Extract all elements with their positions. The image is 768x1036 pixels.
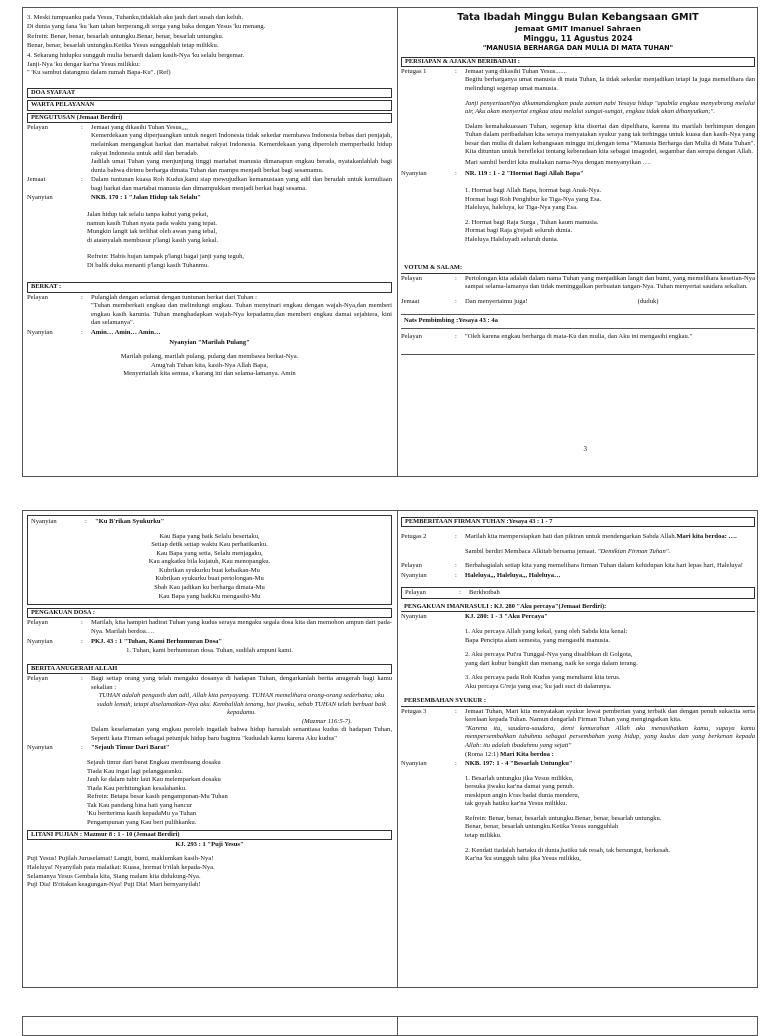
pengakuan-text: Marilah, kita hampiri hadirat Tuhan yang kudus seraya mengaku segala dosa kita dan memohon ampun dari pada-Nya. Marilah berdoa….	[91, 619, 392, 635]
petugas2-text: Marilah kita mempersiapkan hati dan pikiran untuk mendengarkan Sabda Allah.	[465, 533, 677, 541]
section-litani-pujian: LITANI PUJIAN : Mazmur 8 : 1 - 10 (Jemaat Berdiri)	[27, 830, 392, 840]
booklet-page-spread-1	[22, 7, 758, 477]
role-label: Jemaat	[27, 176, 46, 184]
haleluya-text: Haleluya,,, Haleluya,,, Haleluya…	[465, 572, 561, 580]
section-persiapan: PERSIAPAN & AJAKAN BERIBADAH :	[401, 57, 755, 67]
center-fold-line	[397, 511, 398, 987]
song-sejauh-timur-lyrics: Sejauh timur dari barat Engkau membuang dosaku Tiada Kau ingat lagi pelanggaranku. Jauh ke dalam tubir laut Kau melemparkan dosaku Tiada Kau perhitungkan kesalahanku. Refrein: Betapa besar kasih pengampunan-Mu Tuhan Tak Kau pandang hina hati yang hancur 'Ku bertterima kasih kepadaMu ya Tuhan Pengampunan yang Kau beri pulihkanku.	[87, 759, 228, 826]
petugas2-text-a	[465, 533, 755, 542]
song-nkb197-refrein: Refrein: Benar, benar, besarlah untungku.Benar, benar, besarlah untungku. Benar, benar, besarlah untungku.Ketika Yesus sungguhlah tetap milikku.	[465, 814, 662, 840]
khotbah-text: Berkhotbah	[469, 588, 500, 596]
song-ku-brikan-lyrics: Kau Bapa yang baik Selalu besertaku, Setiap detik setiap waktu Kau perhatikanku. Kau Bapa yang setia, Selalu menjagaku, Kau angkatku bila kujatuh, Kau menopangku. Kubrikan syukurku buat kebaikan-Mu Kubrikan syukurku buat pertolongan-Mu Sbab Kau jadikan ku berharga dimata-Mu Kau Bapa yang baikKu mengasihi-Mu	[148, 532, 271, 600]
anugerah-pelayan-row: Pelayan : Bagi setiap orang yang telah mengaku dosanya di hadapan Tuhan, dengarkanlah berita anugerah bagi kamu sekalian : TUHAN adalah pengasih dan adil, Allah kita penyayang. TUHAN memelihara orang-orang sederhana; aku sudah lemah, tetapi diselamatkan-Nya aku. Kembalilah tenang, hai jiwaku, sebab TUHAN telah berbuat baik kepadamu. (Mazmur 116:5-7). Dalam keselamatan yang engkau peroleh ingatlah bahwa hidup haruslah senantiasa kudus di hadapan Tuhan, Seperti kata Firman sebagai petunjuk hidup baru bagimu "kuduslah kamu karena Aku kudus"	[27, 674, 392, 742]
role-label: Petugas 2	[401, 533, 427, 541]
role-label: Pelayan	[401, 332, 422, 340]
song-title-nkb197: NKB. 197: 1 - 4 "Besarlah Untungku"	[465, 760, 573, 768]
song-refrein: Refrein: Benar, benar, besarlah untungku.Benar, benar, besarlah untungku. Benar, benar, besarlah untungku.Ketika Yesus sungguhlah tetap milikku.	[27, 33, 224, 49]
church-name: Jemaat GMIT Imanuel Sahraen	[515, 24, 641, 34]
votum-text: Pertolongan kita adalah dalam nama Tuhan yang menjadikan langit dan bumi, yang memelihara kesetian-Nya sampai selama-lamanya dan tidak meninggalkan perbuatan tangan-Nya. Tuhan menyertai saudara sekalian.	[465, 274, 755, 291]
song-verse-3: 3. Meski tumpuanku pada Yesus, Tuhanku,tidaklah aku jauh dari susah dan keluh. Di dunia yang fana 'ku 'kan tahan berperang,di sorga yang baka dengan Yesus 'ku menang.	[27, 14, 266, 30]
anugerah-text-2: Dalam keselamatan yang engkau peroleh ingatlah bahwa hidup haruslah senantiasa kudus di hadapan Tuhan, Seperti kata Firman sebagai petunjuk hidup baru bagimu "kuduslah kamu karena Aku kudus"	[91, 726, 392, 742]
song-nr119-verse-2: 2. Hormat bagi Raja Surga , Tuhan kaum manusia. Hormat bagi Raja g'rejadi seluruh dunia. Haleluya Haleluyadi seluruh dunia.	[465, 218, 599, 243]
khotbah-row: Pelayan : Berkhotbah	[405, 589, 751, 598]
nyanyian-row	[401, 613, 755, 622]
pengutusan-jemaat-text: Dalam tuntunan kuasa Roh Kudus,kami siap mewujudkan kemanusiaan yang adil dan beradab untuk kemuliaan bagi harkat dan martabat manusia dan dimampukkan menjadi berkat bagi sesama.	[91, 176, 392, 192]
nyanyian-row: Nyanyian : PKJ. 43 : 1 "Tuhan, Kami Berhumuran Dosa"	[27, 638, 392, 647]
section-berita-anugerah: BERITA ANUGERAH ALLAH	[27, 664, 392, 674]
votum-jemaat-text	[465, 298, 755, 307]
song-kj280-verse-3: 3. Aku percaya pada Roh Kudus yang mendiami kita terus. Aku percaya G'reja yang esa; 'ku jadi suci di dalamnya.	[465, 674, 621, 690]
duduk-note: (duduk)	[637, 297, 659, 305]
right-column	[401, 515, 755, 983]
nats-text: "Oleh karena engkau berharga di mata-Ku dan mulia, dan Aku ini mengasihi engkau."	[465, 332, 693, 340]
section-nats: Nats Pembimbing :Yesaya 43 : 4a	[404, 317, 498, 325]
service-date: Minggu, 11 Agustus 2024	[523, 34, 633, 44]
pelayan-text: Berbahagialah setiap kita yang memelihara firman Tuhan dalam kehidupan kita hari lepas hari, Haleluya!	[465, 562, 743, 570]
role-label: Pelayan	[27, 123, 48, 131]
center-fold-line	[397, 8, 398, 476]
votum-pelayan-row: Pelayan : Pertolongan kita adalah dalam nama Tuhan yang menjadikan langit dan bumi, yang memelihara kesetian-Nya sampai selama-lamanya dan tidak meninggalkan perbuatan tangan-Nya. Tuhan menyertai saudara sekalian.	[401, 274, 755, 291]
left-column	[27, 515, 392, 983]
petugas1-text-d: Mari sambil berdiri kita muliakan nama-Nya dengan menyanyikan ….	[465, 158, 651, 166]
petugas3-reference-line	[465, 751, 755, 760]
role-label: Nyanyian	[27, 744, 53, 752]
song-title-ku-brikan: "Ku B'rikan Syukurku"	[95, 518, 165, 525]
jemaat-response: Dan menyertaimu juga!	[465, 297, 528, 305]
pengutusan-pelayan-row: Pelayan : Jemaat yang dikasihi Tuhan Yesus,,,, Kemerdekaan yang diperjuangkan untuk negeri Indonesia tidak sekedar membawa Indonesia bebas dari penjajah, melainkan mengangkat harkat dan martabat rakyat Indonesia. Kemerdekaan yang diperoleh memperbaiki hidup rakyat Indonesia untuk adil dan beradab. Jadilah umat Tuhan yang menjunjung tinggi martabat manusia dimanapun engkau berada, nyatakanlahlah bagi dunia bahwa dirimu berharga dimata Tuhan dan mampu menjadi berkat bagi sesamamu.	[27, 123, 392, 174]
role-label: Nyanyian	[31, 518, 57, 525]
petugas2-row: Petugas 2 : Marilah kita mempersiapkan hati dan pikiran untuk mendengarkan Sabda Allah.Mari kita berdoa: …. Sambil berdiri Membaca Alkitab bersama jemaat. "Demikian Firman Tuhan".	[401, 533, 755, 556]
anugerah-quote: TUHAN adalah pengasih dan adil, Allah kita penyayang. TUHAN memelihara orang-orang sederhana; aku sudah lemah, tetapi diselamatkan-Nya aku. Kembalilah tenang, hai jiwaku, sebab TUHAN telah berbuat baik kepadamu.	[96, 692, 387, 717]
pengutusan-jemaat-row: Jemaat : Dalam tuntunan kuasa Roh Kudus,kami siap mewujudkan kemanusiaan yang adil dan beradab untuk kemuliaan bagi harkat dan martabat manusia dan dimampukkan menjadi berkat bagi sesama.	[27, 176, 392, 192]
berkat-row: Pelayan : Pulanglah dengan selamat dengan tuntunan berkat dari Tuhan : "Tuhan memberkati engkau dan melindungi engkau. Tuhan menyinari engkau dengan wajah-Nya,dan memberi engkau kasih karunia. Tuhan menghadapkan wajah-Nya kepadamu,dan memberi engkau damai sejahtera, kini dan selamanya".	[27, 293, 392, 327]
petugas1-text-a: Jemaat yang dikasihi Tuhan Yesus....... Begitu berharganya umat manusia di mata Tuhan, Ia tidak sekedar menjadikan tetapi Ia juga memelihara dan melindungi segenap umat manusia.	[465, 67, 755, 92]
section-votum: VOTUM & SALAM:	[401, 264, 755, 273]
right-column	[401, 12, 755, 472]
section-doa-syafaat: DOA SYAFAAT	[27, 88, 392, 98]
section-pengutusan: PENGUTUSAN (Jemaat Berdiri)	[27, 113, 392, 123]
petugas3-quote: "Karena itu, saudara-saudara, demi kemurahan Allah aku menasihatkan kamu, supaya kamu mempersembahkan tubuhmu sebagai persembahan yang hidup, yang kudus dan yang berkenan kepada Allah: itu adalah ibadahmu yang sejati"	[465, 724, 755, 749]
service-theme: "MANUSIA BERHARGA DAN MULIA DI MATA TUHAN"	[482, 43, 674, 52]
petugas3-row: Petugas 3 : Jemaat Tuhan, Mari kita menyatakan syukur lewat pemberian yang terbaik dan dengan penuh sukacita serta kerelaan kepada Tuhan. Namun dengarlah Firman Tuhan yang mengingatkan kita. "Karena itu, saudara-saudara, demi kemurahan Allah aku menasihatkan kamu, supaya kamu mempersembahkan tubuhmu sebagai persembahan yang hidup, yang kudus dan yang berkenan kepada Allah: itu adalah ibadahmu yang sejati" (Roma 12:1) Mari Kita berdoa :	[401, 707, 755, 758]
role-label: Pelayan	[27, 619, 48, 627]
song-title-kj293: KJ. 293 : 1 "Puji Yesus"	[175, 840, 244, 848]
role-label: Pelayan	[405, 588, 426, 596]
ku-brikan-block	[27, 515, 392, 605]
song-title-sejauh-timur: "Sejauh Timur Dari Barat"	[91, 744, 170, 752]
role-label: Nyanyian	[401, 170, 427, 178]
section-berkat: BERKAT :	[27, 282, 392, 292]
section-pengakuan-dosa: PENGAKUAN DOSA :	[27, 608, 392, 618]
section-pengakuan-iman: PENGAKUAN IMANRASULI : KJ. 280 "Aku percaya"(Jemaat Berdiri):	[401, 603, 755, 612]
pengutusan-pelayan-text: Jemaat yang dikasihi Tuhan Yesus,,,, Kemerdekaan yang diperjuangkan untuk negeri Indonesia tidak sekedar membawa Indonesia bebas dari penjajah, melainkan mengangkat harkat dan martabat rakyat Indonesia. Kemerdekaan yang diperoleh memperbaiki hidup rakyat Indonesia untuk adil dan beradab. Jadilah umat Tuhan yang menjunjung tinggi martabat manusia dimanapun engkau berada, nyatakanlahlah bagi dunia bahwa dirimu berharga dimata Tuhan dan mampu menjadi berkat bagi sesamamu.	[91, 123, 392, 174]
nyanyian-row: Nyanyian : "Sejauh Timur Dari Barat"	[27, 744, 392, 753]
booklet-page-spread-3-partial	[22, 1016, 758, 1036]
song-title-nkb170: NKB. 170 : 1 "Jalan Hidup tak Selalu"	[91, 194, 201, 202]
petugas2-reading: Sambil berdiri Membaca Alkitab bersama jemaat.	[465, 547, 597, 555]
page-number: 3	[583, 444, 587, 453]
votum-jemaat-row: Jemaat : Dan menyertaimu juga! (duduk)	[401, 298, 755, 307]
role-label: Nyanyian	[27, 194, 53, 202]
anugerah-text: Bagi setiap orang yang telah mengaku dosanya di hadapan Tuhan, dengarkanlah berita anugerah bagi kamu sekalian :	[91, 674, 392, 691]
nyanyian-row: Nyanyian : "Ku B'rikan Syukurku"	[31, 518, 388, 527]
booklet-page-spread-2	[22, 510, 758, 988]
petugas3-reference: (Roma 12:1)	[465, 750, 499, 758]
petugas3-text: Jemaat Tuhan, Mari kita menyatakan syukur lewat pemberian yang terbaik dan dengan penuh sukacita serta kerelaan kepada Tuhan. Namun dengarlah Firman Tuhan yang mengingatkan kita.	[465, 707, 755, 724]
song-title-pkj43: PKJ. 43 : 1 "Tuhan, Kami Berhumuran Dosa"	[91, 637, 223, 645]
song-title-marilah-pulang: Nyanyian "Marilah Pulang"	[169, 338, 250, 346]
song-nr119-verse-1: 1. Hormat bagi Allah Bapa, hormat bagi Anak-Nya. Hormat bagi Roh Penghibur ke Tiga-Nya yang Esa. Haleluya, haleluya, ke Tiga-Nya yang Esa.	[465, 187, 602, 212]
role-label: Pelayan	[401, 274, 422, 282]
role-label: Pelayan	[401, 562, 422, 570]
petugas1-text-b: Janji penyertaanNya dikumandangkan pada zaman nabi Yesaya hidup "apabila engkau menyebrang melalui air, Aku akan menyertai engkau atau melalui sungai-sungai, engkau tidak akan dihanyutkan;".	[465, 99, 755, 116]
left-column	[27, 12, 392, 472]
petugas3-prayer: Mari Kita berdoa :	[500, 750, 554, 758]
khotbah-box	[401, 587, 755, 600]
petugas2-text-b	[465, 548, 755, 557]
song-marilah-pulang-lyrics: Marilah pulang, marilah pulang, pulang dan membawa berkat-Nya. Anug'rah Tuhan kita, kasih-Nya Allah Bapa, Menyertailah kita semua, s'karang ini dan selama-lamanya. Amin	[120, 353, 299, 378]
song-nkb197-verse-1: 1. Besarlah untungku jika Yesus milikku, bersuka jiwaku kar'na damai yang penuh. meskipun angin k'ras badai dunia menderu, tak goyah hatiku kar'na Yesus milikku.	[465, 774, 580, 808]
song-verse-4: 4. Sekarang hidupku sungguh mulia benardi dalam kasih-Nya 'ku selalu bergemar. Janji-Nya 'ku dengar kar'na Yesus milikku: " 'Ku sambut datangmu dalam rumah Bapa-Ku". (Ref)	[27, 52, 245, 77]
song-pkj43-lyrics: 1. Tuhan, kami berhumuran dosa. Tuhan, sudilah ampuni kami.	[126, 647, 293, 655]
section-pemberitaan-firman: PEMBERITAAN FIRMAN TUHAN :Yesaya 43 : 1 - 7	[401, 517, 755, 527]
role-label: Pelayan	[27, 293, 48, 301]
pengakuan-pelayan-row: Pelayan : Marilah, kita hampiri hadirat Tuhan yang kudus seraya mengaku segala dosa kita dan memohon ampun dari pada-Nya. Marilah berdoa….	[27, 619, 392, 635]
role-label: Jemaat	[401, 297, 420, 305]
berkat-text: Pulanglah dengan selamat dengan tuntunan berkat dari Tuhan : "Tuhan memberkati engkau dan melindungi engkau. Tuhan menyinari engkau dengan wajah-Nya,dan memberi engkau kasih karunia. Tuhan menghadapkan wajah-Nya kepadamu,dan memberi engkau damai sejahtera, kini dan selamanya".	[91, 293, 392, 327]
berkat-nyanyian-row: Nyanyian : Amin… Amin… Amin…	[27, 329, 392, 338]
song-nkb170-lyrics: Jalan hidup tak selalu tanpa kabut yang pekat, namun kasih Tuhan nyata pada waktu yang tepat. Mungkin langit tak terlihat oleh awan yang tebal, di atasnyalah membusur p'langi kasih yang kekal.	[87, 210, 219, 244]
role-label: Nyanyian	[401, 613, 427, 621]
section-persembahan: PERSEMBAHAN SYUKUR :	[401, 697, 755, 706]
center-fold-line	[397, 1017, 398, 1035]
song-title-kj280: KJ. 280: 1 - 3 "Aku Percaya"	[465, 613, 548, 621]
nats-row: Pelayan : "Oleh karena engkau berharga di mata-Ku dan mulia, dan Aku ini mengasihi engkau."	[401, 333, 755, 342]
role-label: Nyanyian	[401, 572, 427, 580]
role-label: Nyanyian	[401, 760, 427, 768]
petugas1-text-c: Dalam kemahakuasaan Tuhan, segenap kita disertai dan dipelihara, karena itu marilah berhimpun dengan Tuhan dalam peribadahan kita seraya menyatakan syukur yang tak terhingga untuk kuasa dan kasih-Nya yang besar dan mulia di dalam kebangsaan minggu ini,dengan tema "Manusia Berharga dan Mulia di Mata Tuhan". Kita dituntun untuk berefleksi tentang keberadaan kita sebagai imagodei, segambar dan serupa dengan Allah.	[465, 122, 756, 156]
nyanyian-row: Nyanyian : Haleluya,,, Haleluya,,, Haleluya…	[401, 572, 755, 581]
petugas2-prayer: Mari kita berdoa: ….	[676, 533, 737, 541]
song-nkb197-verse-2: 2. Kendati tiadalah hartaku di dunia,hatiku tak resah, tak bersungut, berkesah. Kar'na 'ku sungguh tahu jika Yesus milikku,	[465, 846, 671, 863]
petugas1-row: Petugas 1 : Jemaat yang dikasihi Tuhan Yesus....... Begitu berharganya umat manusia di mata Tuhan, Ia tidak sekedar menjadikan tetapi Ia juga memelihara dan melindungi segenap umat manusia. Janji penyertaanNya dikumandangkan pada zaman nabi Yesaya hidup "apabila engkau menyebrang melalui air, Aku akan menyertai engkau atau melalui sungai-sungai, engkau tidak akan dihanyutkan;". Dalam kemahakuasaan Tuhan, segenap kita disertai dan dipelihara, karena itu marilah berhimpun dengan Tuhan dalam peribadahan kita seraya menyatakan syukur yang tak terhingga untuk kuasa dan kasih-Nya yang besar dan mulia di dalam kebangsaan minggu ini,dengan tema "Manusia Berharga dan Mulia di Mata Tuhan". Kita dituntun untuk berefleksi tentang keberadaan kita sebagai imagodei, segambar dan serupa dengan Allah. Mari sambil berdiri kita muliakan nama-Nya dengan menyanyikan ….	[401, 68, 755, 170]
petugas2-reading-close: "Demikian Firman Tuhan".	[597, 547, 671, 555]
song-nkb170-refrein: Refrein: Habis hujan tampak p'langi bagai janji yang teguh, Di balik duka menanti p'langi kasih Tuhanmu.	[87, 253, 245, 269]
song-kj293-lyrics: Puji Yesus! Pujilah Juruselamat! Langit, bumi, maklumkan kasih-Nya! Haleluya! Nyanyilah para malaikat: Kuasa, hormat b'rilah kepada-Nya. Selamanya Yesus Gembala kita, Siang malam kita didukung-Nya. Puji Dia! B'ritakan keagungan-Nya! Puji Dia! Mari bernyanyilah!	[27, 855, 215, 889]
song-title-nr119: NR. 119 : 1 - 2 "Hormat Bagi Allah Bapa"	[465, 170, 584, 178]
role-label: Pelayan	[27, 674, 48, 682]
anugerah-reference: (Mazmur 116:5-7).	[301, 717, 352, 725]
pelayan-row: Pelayan : Berbahagialah setiap kita yang memelihara firman Tuhan dalam kehidupan kita hari lepas hari, Haleluya!	[401, 562, 755, 571]
song-kj280-verse-1: 1. Aku percaya Allah yang kekal, yang oleh Sabda kita kenal: Bapa Pencipta alam semesta, yang mengasihi manusia.	[465, 628, 628, 644]
page-title: Tata Ibadah Minggu Bulan Kebangsaan GMIT	[457, 12, 699, 23]
song-kj280-verse-2: 2. Aku percaya Put'ra Tunggal-Nya yang disalibkan di Golgota, yang dari kubur bangkit dan menang, naik ke sorga dalam terang.	[465, 651, 638, 667]
nyanyian-row	[27, 194, 392, 203]
role-label: Nyanyian	[27, 637, 53, 645]
role-label: Petugas 1	[401, 67, 427, 75]
nyanyian-row: Nyanyian : NKB. 197: 1 - 4 "Besarlah Untungku"	[401, 760, 755, 769]
section-warta-pelayanan: WARTA PELAYANAN	[27, 100, 392, 110]
amin-text: Amin… Amin… Amin…	[91, 328, 161, 336]
nyanyian-row: Nyanyian : NR. 119 : 1 - 2 "Hormat Bagi Allah Bapa"	[401, 170, 755, 179]
role-label: Petugas 3	[401, 707, 427, 715]
role-label: Nyanyian	[27, 328, 53, 336]
